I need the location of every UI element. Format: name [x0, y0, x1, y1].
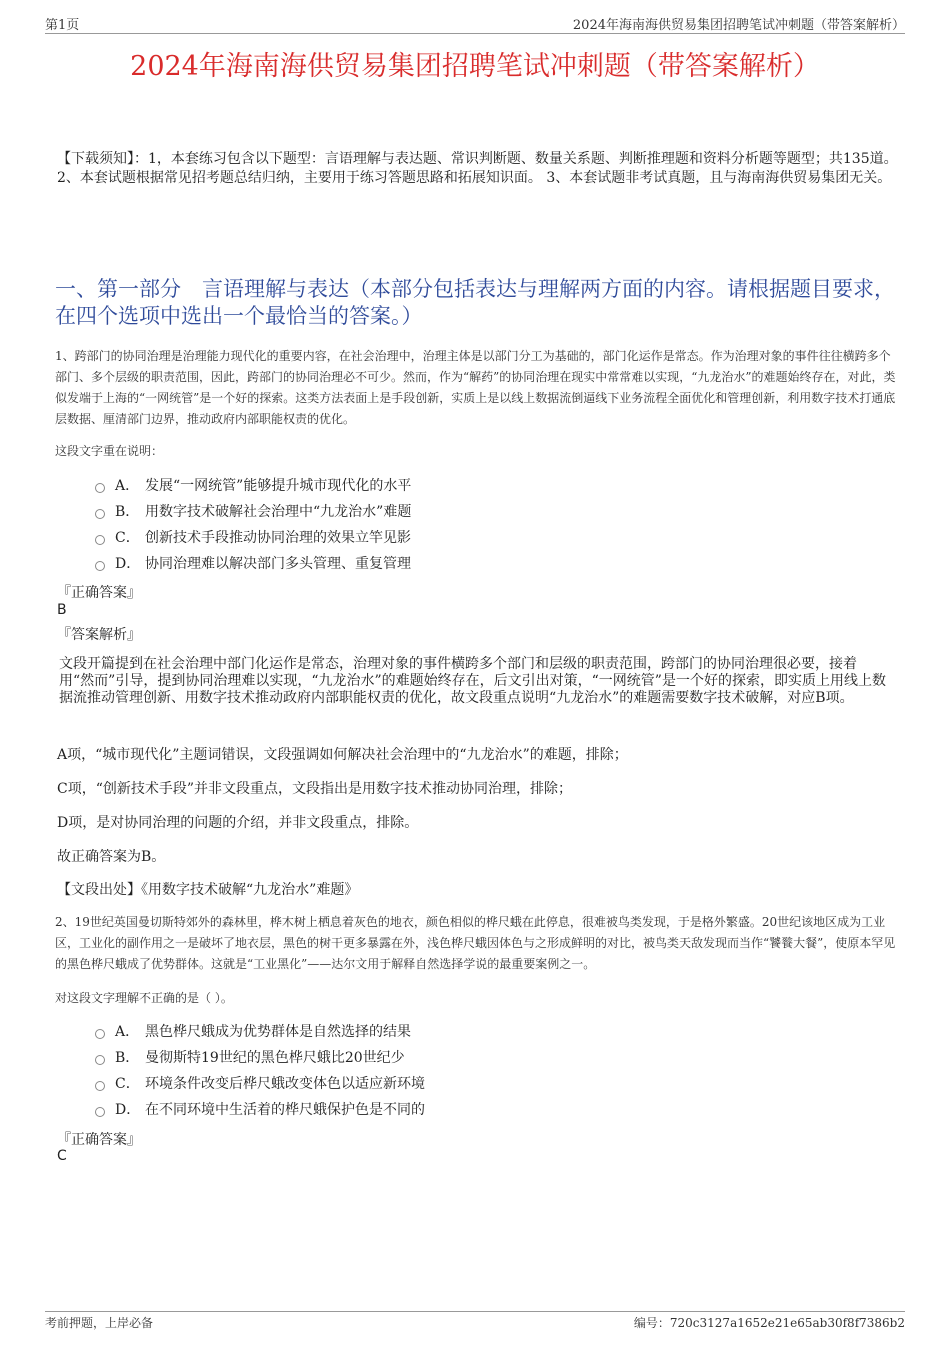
radio-icon[interactable] [95, 1081, 105, 1091]
download-notice: 【下载须知】：1，本套练习包含以下题型：言语理解与表达题、常识判断题、数量关系题、判断推理题和资料分析题等题型；共135道。 2、本套试题根据常见招考题总结归纳，主要用于练习答题思路和拓展知识面。 3、本套试题非考试真题，且与海南海供贸易集团无关。 [57, 151, 898, 186]
question-1-analysis-label: 『答案解析』 [57, 627, 141, 643]
radio-icon[interactable] [95, 1107, 105, 1117]
option-letter: A． [115, 478, 140, 494]
footer-doc-id: 编号：720c3127a1652e21e65ab30f8f7386b2 [633, 1316, 905, 1330]
question-1-text: 1、跨部门的协同治理是治理能力现代化的重要内容，在社会治理中，治理主体是以部门分工为基础的，部门化运作是常态。作为治理对象的事件往往横跨多个部门、多个层级的职责范围，因此，跨部门的协同治理必不可少。然而，作为“解药”的协同治理在现实中常常难以实现，“九龙治水”的难题始终存在，对此，类似发端于上海的“一网统管”是一个好的探索。这类方法表面上是手段创新，实质上是以线上数据流倒逼线下业务流程全面优化和管理创新，利用数字技术打通底层数据、厘清部门边界，推动政府内部职能权责的优化。 [55, 349, 896, 426]
question-2-answer: C [57, 1148, 67, 1164]
question-1-note-c: C项，“创新技术手段”并非文段重点，文段指出是用数字技术推动协同治理，排除； [57, 781, 573, 797]
footer-slogan: 考前押题，上岸必备 [45, 1316, 154, 1330]
header-page-number: 第1页 [45, 18, 80, 33]
option-text: 环境条件改变后桦尺蛾改变体色以适应新环境 [145, 1076, 425, 1092]
option-text: 发展“一网统管”能够提升城市现代化的水平 [145, 478, 412, 494]
question-2-option-b[interactable] [95, 1044, 425, 1070]
question-1-answer-label: 『正确答案』 [57, 585, 141, 601]
page-title: 2024年海南海供贸易集团招聘笔试冲刺题（带答案解析） [130, 51, 820, 82]
option-text: 创新技术手段推动协同治理的效果立竿见影 [145, 530, 411, 546]
question-1-option-b[interactable] [95, 498, 411, 524]
option-letter: C． [115, 530, 140, 546]
question-2-option-d[interactable] [95, 1096, 425, 1122]
question-1-option-a[interactable] [95, 472, 411, 498]
option-text: 用数字技术破解社会治理中“九龙治水”难题 [145, 504, 412, 520]
question-2-option-a[interactable] [95, 1018, 425, 1044]
question-1-answer: B [57, 602, 67, 618]
question-2-options [95, 1018, 425, 1122]
question-2-answer-label: 『正确答案』 [57, 1132, 141, 1148]
option-text: 协同治理难以解决部门多头管理、重复管理 [145, 556, 411, 572]
option-text: 在不同环境中生活着的桦尺蛾保护色是不同的 [145, 1102, 425, 1118]
question-1-conclusion: 故正确答案为B。 [57, 849, 166, 865]
question-1-note-a: A项，“城市现代化”主题词错误，文段强调如何解决社会治理中的“九龙治水”的难题，排除； [57, 747, 628, 763]
option-letter: C． [115, 1076, 140, 1092]
section-heading: 一、第一部分 言语理解与表达（本部分包括表达与理解两方面的内容。请根据题目要求，在四个选项中选出一个最恰当的答案。） [55, 277, 895, 328]
option-letter: A． [115, 1024, 140, 1040]
question-2-option-c[interactable] [95, 1070, 425, 1096]
radio-icon[interactable] [95, 535, 105, 545]
option-letter: B． [115, 504, 140, 520]
footer-divider [45, 1311, 905, 1312]
header-divider [45, 33, 905, 34]
question-1-note-d: D项，是对协同治理的问题的介绍，并非文段重点，排除。 [57, 815, 419, 831]
radio-icon[interactable] [95, 1029, 105, 1039]
question-2-prompt: 对这段文字理解不正确的是（ ）。 [55, 991, 233, 1005]
question-2-text: 2、19世纪英国曼切斯特郊外的森林里，桦木树上栖息着灰色的地衣，颜色相似的桦尺蛾在此停息，很难被鸟类发现，于是格外繁盛。20世纪该地区成为工业区，工业化的副作用之一是破坏了地衣层，黑色的树干更多暴露在外，浅色桦尺蛾因体色与之形成鲜明的对比，被鸟类天敌发现而当作“饕餮大餐”，使原本罕见的黑色桦尺蛾成了优势群体。这就是“工业黑化”——达尔文用于解释自然选择学说的最重要案例之一。 [55, 915, 896, 971]
option-text: 曼彻斯特19世纪的黑色桦尺蛾比20世纪少 [145, 1050, 405, 1066]
question-1-prompt: 这段文字重在说明： [55, 444, 164, 458]
question-1-option-c[interactable] [95, 524, 411, 550]
radio-icon[interactable] [95, 561, 105, 571]
option-letter: B． [115, 1050, 140, 1066]
question-1-source: 【文段出处】《用数字技术破解“九龙治水”难题》 [57, 882, 359, 898]
radio-icon[interactable] [95, 509, 105, 519]
option-letter: D． [115, 1102, 141, 1118]
question-1-analysis: 文段开篇提到在社会治理中部门化运作是常态，治理对象的事件横跨多个部门和层级的职责范围，跨部门的协同治理很必要，接着用“然而”引导，提到协同治理难以实现，“九龙治水”的难题始终存在，后文引出对策，“一网统管”是一个好的探索，即实质上用线上数据流推动管理创新、用数字技术推动政府内部职能权责的优化，故文段重点说明“九龙治水”的难题需要数字技术破解，对应B项。 [59, 656, 886, 706]
question-1-options [95, 472, 411, 576]
option-letter: D． [115, 556, 141, 572]
header-doc-title: 2024年海南海供贸易集团招聘笔试冲刺题（带答案解析） [572, 18, 905, 33]
radio-icon[interactable] [95, 1055, 105, 1065]
option-text: 黑色桦尺蛾成为优势群体是自然选择的结果 [145, 1024, 411, 1040]
radio-icon[interactable] [95, 483, 105, 493]
question-1-option-d[interactable] [95, 550, 411, 576]
